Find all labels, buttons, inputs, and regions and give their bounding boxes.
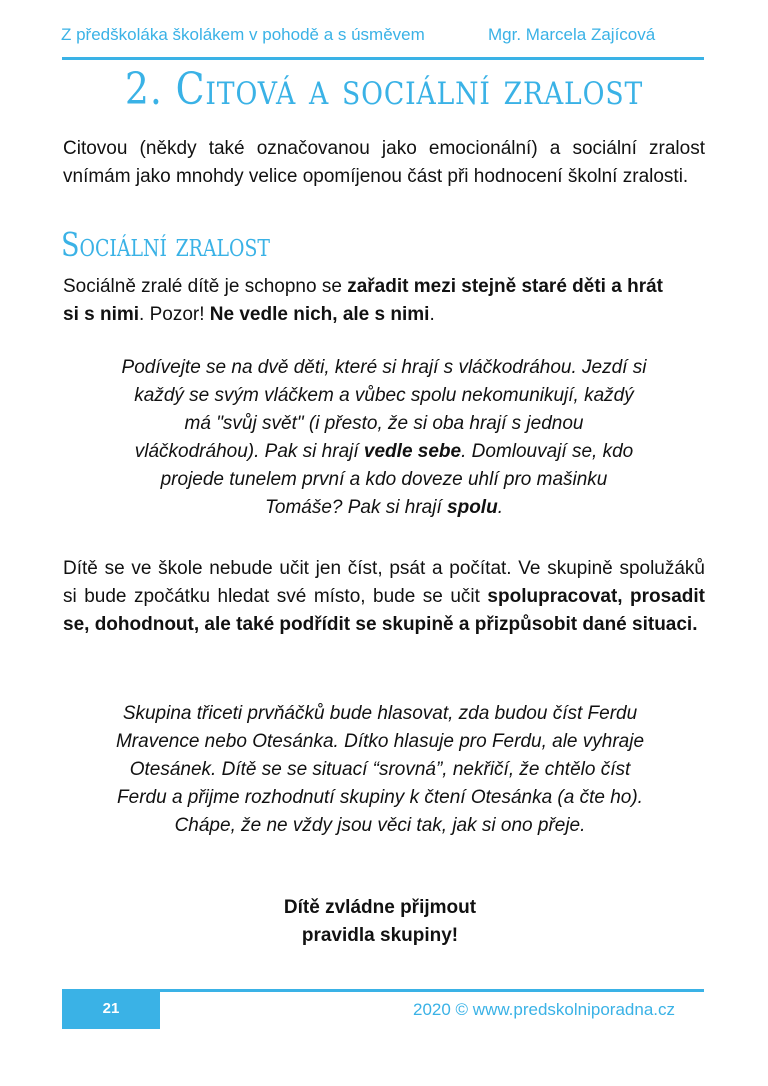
quote1-bold-2: spolu	[447, 497, 498, 518]
quote1-text-2: . Domlouvají se, kdo projede tunelem první a kdo doveze uhlí pro mašinku Tomáše? Pak si hrají	[160, 441, 634, 518]
social-text-3: .	[429, 304, 435, 325]
intro-paragraph: Citovou (někdy také označovanou jako emocionální) a sociální zralost vnímám jako mnohdy velice opomíjenou část při hodnocení školní zralosti.	[63, 138, 705, 187]
closing-line-2: pravidla skupiny!	[301, 925, 459, 946]
section-heading: Sociální zralost	[61, 225, 270, 264]
school-bold-1: spolupracovat, prosadit se, dohodnout, ale také podřídit se skupině a přizpůsobit dané situaci.	[63, 586, 706, 635]
page-title: 2. Citová a sociální zralost	[124, 64, 644, 115]
quote1-bold-1: vedle sebe	[363, 441, 462, 462]
quote1-text-1: Podívejte se na dvě děti, které si hrají s vláčkodráhou. Jezdí si každý se svým vláčkem a vůbec spolu nekomunikují, každý má "svůj svět" (i přesto, že si oba hrají s jednou vláčkodráhou). Pak si hrají	[121, 357, 647, 462]
header-left-text: Z předškoláka školákem v pohodě a s úsměvem	[61, 25, 425, 44]
quote1-text-3: .	[497, 497, 503, 518]
social-text-2: . Pozor!	[139, 304, 210, 325]
closing-statement	[260, 894, 500, 950]
header-divider	[62, 57, 704, 60]
closing-line-1: Dítě zvládne přijmout	[283, 897, 477, 918]
header-author: Mgr. Marcela Zajícová	[488, 25, 656, 44]
social-bold-1: zařadit mezi stejně staré děti a hrát si s nimi	[63, 276, 663, 325]
page-number: 21	[62, 989, 160, 1029]
example-quote-vote: Skupina třiceti prvňáčků bude hlasovat, zda budou číst Ferdu Mravence nebo Otesánka. Dítko hlasuje pro Ferdu, ale vyhraje Otesánek. Dítě se se situací “srovná”, nekřičí, že chtělo číst Ferdu a přijme rozhodnutí skupiny k čtení Otesánka (a čte ho). Chápe, že ne vždy jsou věci tak, jak si ono přeje.	[115, 703, 645, 836]
school-paragraph	[63, 555, 705, 639]
social-paragraph	[63, 273, 663, 329]
social-bold-2: Ne vedle nich, ale s nimi	[209, 304, 430, 325]
school-text-1: Dítě se ve škole nebude učit jen číst, psát a počítat. Ve skupině spolužáků si bude zpočátku hledat své místo, bude se učit	[63, 558, 705, 607]
footer-website: 2020 © www.predskolniporadna.cz	[413, 1000, 676, 1019]
social-text-1: Sociálně zralé dítě je schopno se	[63, 276, 348, 297]
example-quote-train	[120, 354, 648, 522]
